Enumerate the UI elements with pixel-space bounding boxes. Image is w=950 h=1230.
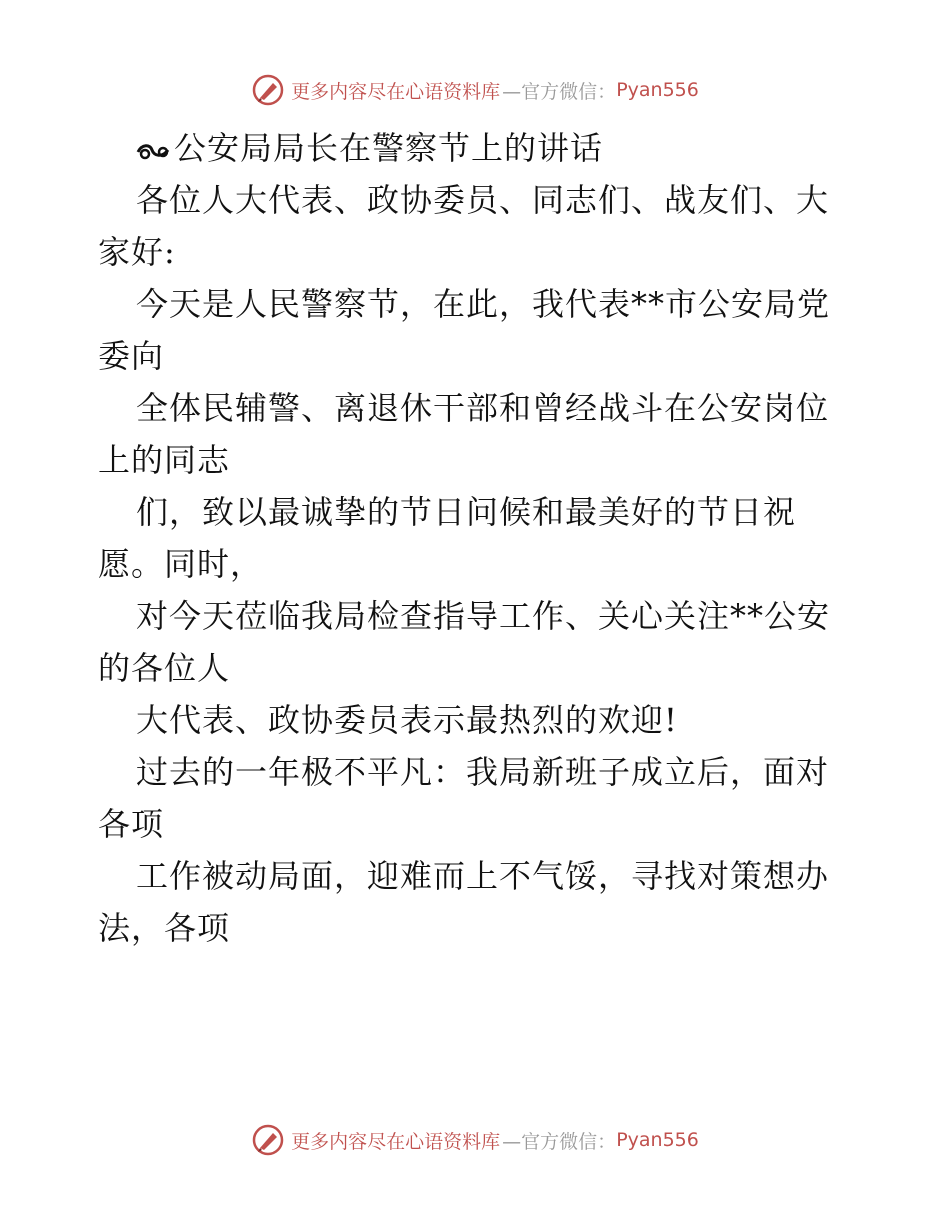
watermark-separator: —官方微信： — [502, 80, 617, 103]
paragraph-line: 对今天莅临我局检查指导工作、关心关注**公安 — [136, 597, 831, 635]
watermark-text: 更多内容尽在心语资料库 — [291, 80, 501, 103]
paragraph-line: 委向 — [98, 337, 165, 375]
paragraph-line: 各位人大代表、政协委员、同志们、战友们、大 — [136, 181, 830, 219]
paragraph-line: 今天是人民警察节，在此，我代表**市公安局党 — [136, 285, 831, 323]
footer-watermark — [0, 1120, 950, 1160]
watermark-wechat-id: Pyan556 — [616, 1129, 699, 1151]
paragraph-line: 工作被动局面，迎难而上不气馁，寻找对策想办 — [136, 857, 830, 895]
paragraph-line: 愿。同时， — [98, 545, 264, 583]
paragraph-line: 各项 — [98, 805, 165, 843]
paragraph-line: 家好: — [98, 233, 176, 271]
document-body — [98, 122, 858, 954]
paragraph-line: 大代表、政协委员表示最热烈的欢迎! — [136, 701, 678, 739]
header-watermark — [0, 70, 950, 110]
paragraph-line: 法，各项 — [98, 909, 231, 947]
watermark-wechat-id: Pyan556 — [616, 79, 699, 101]
paragraph-line: 全体民辅警、离退休干部和曾经战斗在公安岗位 — [136, 389, 830, 427]
pen-logo-icon — [251, 1123, 285, 1157]
paragraph-line: 的各位人 — [98, 649, 231, 687]
watermark-text: 更多内容尽在心语资料库 — [291, 1130, 501, 1153]
paragraph-line: 过去的一年极不平凡：我局新班子成立后，面对 — [136, 753, 830, 791]
document-title: 公安局局长在警察节上的讲话 — [174, 129, 604, 167]
paragraph-line: 上的同志 — [98, 441, 231, 479]
hand-pointer-icon — [136, 138, 172, 164]
paragraph-line: 们，致以最诚挚的节日问候和最美好的节日祝 — [136, 493, 797, 531]
pen-logo-icon — [251, 73, 285, 107]
watermark-separator: —官方微信： — [502, 1130, 617, 1153]
document-title-line — [98, 122, 858, 174]
